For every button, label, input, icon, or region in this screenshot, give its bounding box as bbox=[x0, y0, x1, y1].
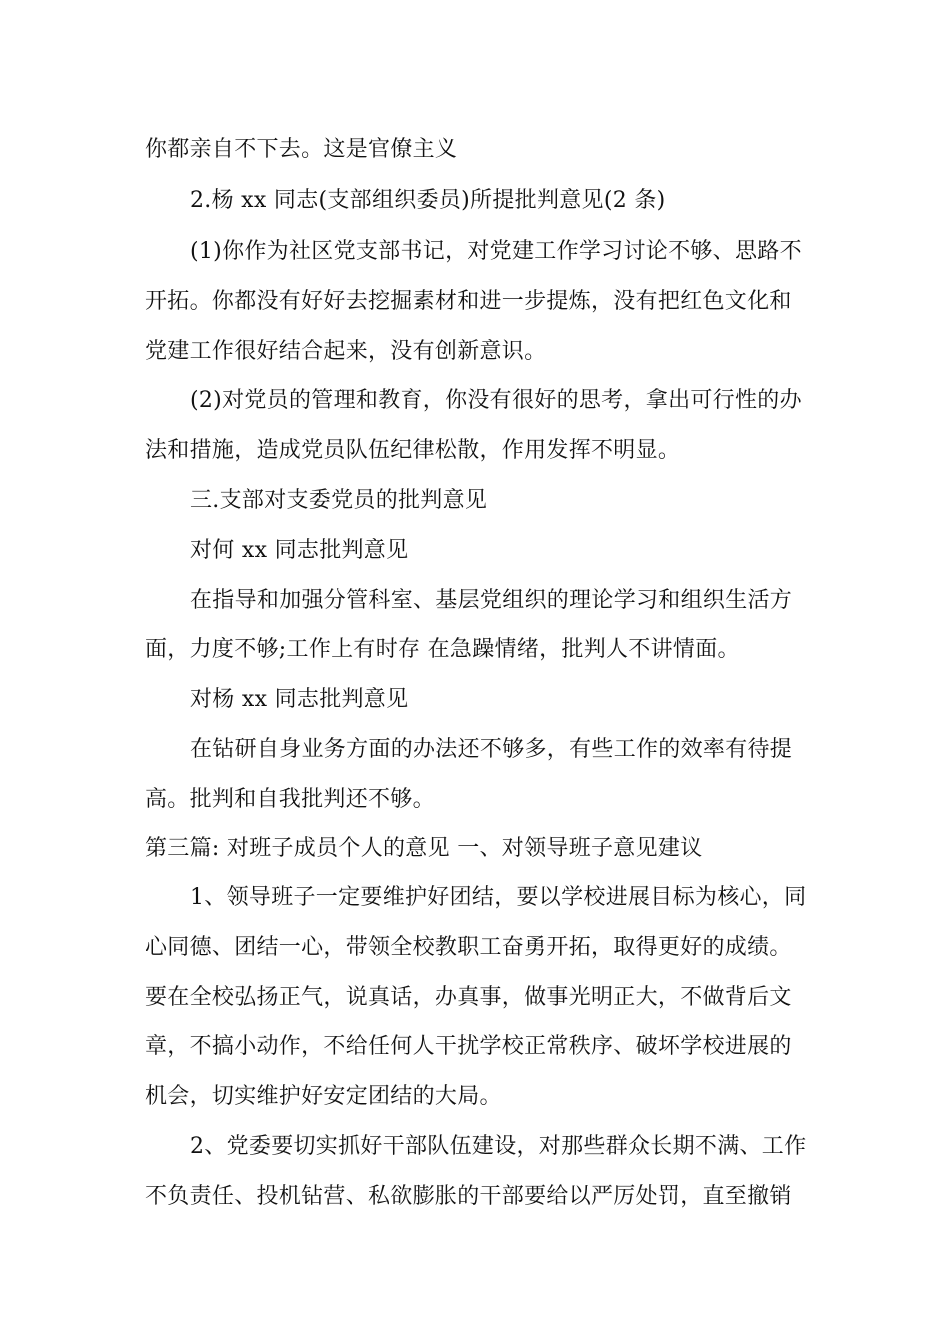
text-line: 开拓。你都没有好好去挖掘素材和进一步提炼，没有把红色文化和 bbox=[145, 289, 792, 314]
section-heading: 2.杨 xx 同志(支部组织委员)所提批判意见(2 条) bbox=[190, 188, 666, 213]
subsection-heading: 对杨 xx 同志批判意见 bbox=[190, 687, 409, 712]
text-line: 法和措施，造成党员队伍纪律松散，作用发挥不明显。 bbox=[145, 438, 681, 463]
text-line: (1)你作为社区党支部书记，对党建工作学习讨论不够、思路不 bbox=[190, 239, 802, 264]
chapter-heading: 第三篇: 对班子成员个人的意见 一、对领导班子意见建议 bbox=[145, 836, 703, 861]
text-line: 章，不搞小动作，不给任何人干扰学校正常秩序、破坏学校进展的 bbox=[145, 1034, 792, 1059]
text-line: 机会，切实维护好安定团结的大局。 bbox=[145, 1084, 502, 1109]
text-line: 2、党委要切实抓好干部队伍建设，对那些群众长期不满、工作 bbox=[190, 1134, 807, 1159]
text-line: 心同德、团结一心，带领全校教职工奋勇开拓，取得更好的成绩。 bbox=[145, 935, 792, 960]
text-line: 在钻研自身业务方面的办法还不够多，有些工作的效率有待提 bbox=[190, 737, 793, 762]
text-line: 你都亲自不下去。这是官僚主义 bbox=[145, 137, 458, 162]
subsection-heading: 对何 xx 同志批判意见 bbox=[190, 538, 409, 563]
text-line: (2)对党员的管理和教育，你没有很好的思考，拿出可行性的办 bbox=[190, 388, 802, 413]
section-heading: 三.支部对支委党员的批判意见 bbox=[190, 488, 488, 513]
text-line: 不负责任、投机钻营、私欲膨胀的干部要给以严厉处罚，直至撤销 bbox=[145, 1184, 792, 1209]
text-line: 高。批判和自我批判还不够。 bbox=[145, 787, 435, 812]
text-line: 党建工作很好结合起来，没有创新意识。 bbox=[145, 339, 547, 364]
text-line: 在指导和加强分管科室、基层党组织的理论学习和组织生活方 bbox=[190, 588, 793, 613]
text-line: 1、领导班子一定要维护好团结，要以学校进展目标为核心，同 bbox=[190, 885, 807, 910]
text-line: 面，力度不够;工作上有时存 在急躁情绪，批判人不讲情面。 bbox=[145, 637, 740, 662]
text-line: 要在全校弘扬正气，说真话，办真事，做事光明正大，不做背后文 bbox=[145, 985, 792, 1010]
